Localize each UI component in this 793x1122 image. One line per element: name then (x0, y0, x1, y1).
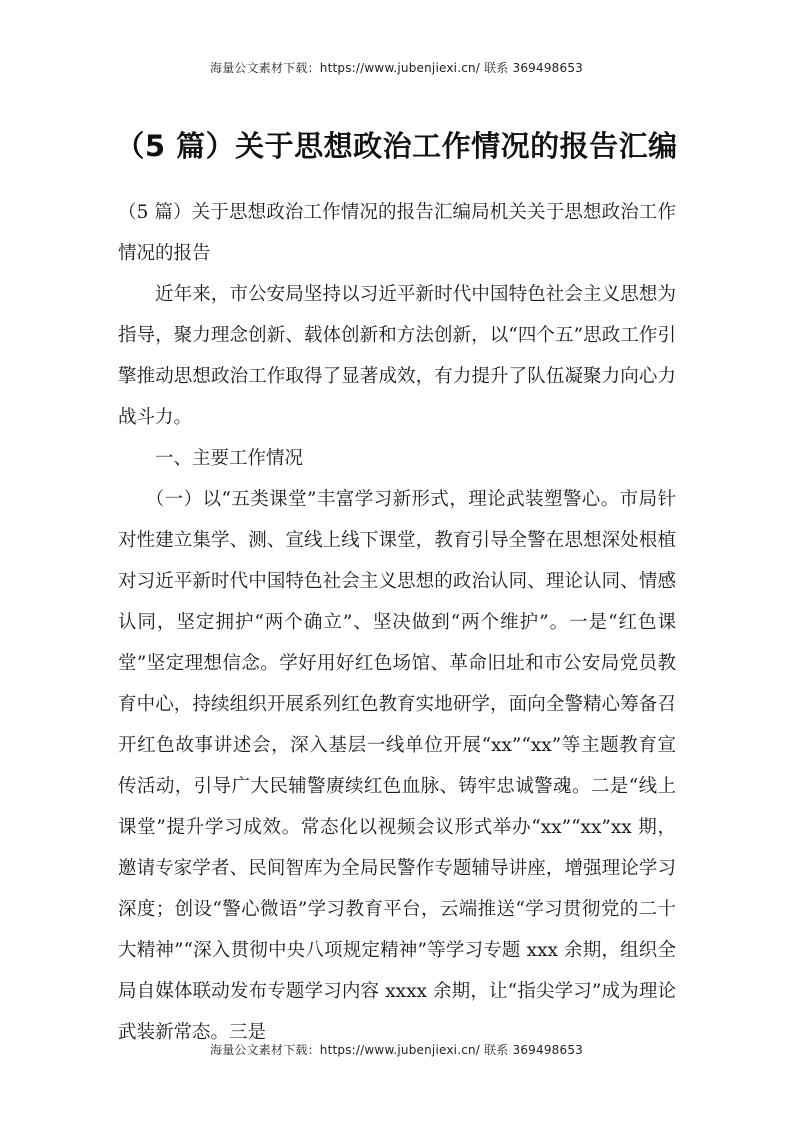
paragraph-section-1: （一）以“五类课堂”丰富学习新形式，理论武装塑警心。市局针对性建立集学、测、宣线上线下课堂，教育引导全警在思想深处根植对习近平新时代中国特色社会主义思想的政治认同、理论认同、情感认同，坚定拥护“两个确立”、坚决做到“两个维护”。一是“红色课堂”坚定理想信念。学好用好红色场馆、革命旧址和市公安局党员教育中心，持续组织开展系列红色教育实地研学，面向全警精心筹备召开红色故事讲述会，深入基层一线单位开展“xx”“xx”等主题教育宣传活动，引导广大民辅警赓续红色血脉、铸牢忠诚警魂。二是“线上课堂”提升学习成效。常态化以视频会议形式举办“xx”“xx”xx 期，邀请专家学者、民间智库为全局民警作专题辅导讲座，增强理论学习深度；创设“警心微语”学习教育平台，云端推送“学习贯彻党的二十大精神”“深入贯彻中央八项规定精神”等学习专题 xxx 余期，组织全局自媒体联动发布专题学习内容 xxxx 余期，让“指尖学习”成为理论武装新常态。三是 (118, 489, 676, 1043)
page-footer: 海量公文素材下载：https://www.jubenjiexi.cn/ 联系 369498653 (210, 1043, 583, 1057)
paragraph-subtitle: （5 篇）关于思想政治工作情况的报告汇编局机关关于思想政治工作情况的报告 (118, 202, 676, 264)
page-header: 海量公文素材下载：https://www.jubenjiexi.cn/ 联系 369498653 (210, 61, 583, 75)
document-title: （5 篇）关于思想政治工作情况的报告汇编 (115, 129, 678, 163)
paragraph-intro: 近年来，市公安局坚持以习近平新时代中国特色社会主义思想为指导，聚力理念创新、载体创新和方法创新，以“四个五”思政工作引擎推动思想政治工作取得了显著成效，有力提升了队伍凝聚力向心力战斗力。 (118, 284, 676, 428)
document-body (118, 192, 676, 1053)
section-heading: 一、主要工作情况 (155, 448, 304, 469)
